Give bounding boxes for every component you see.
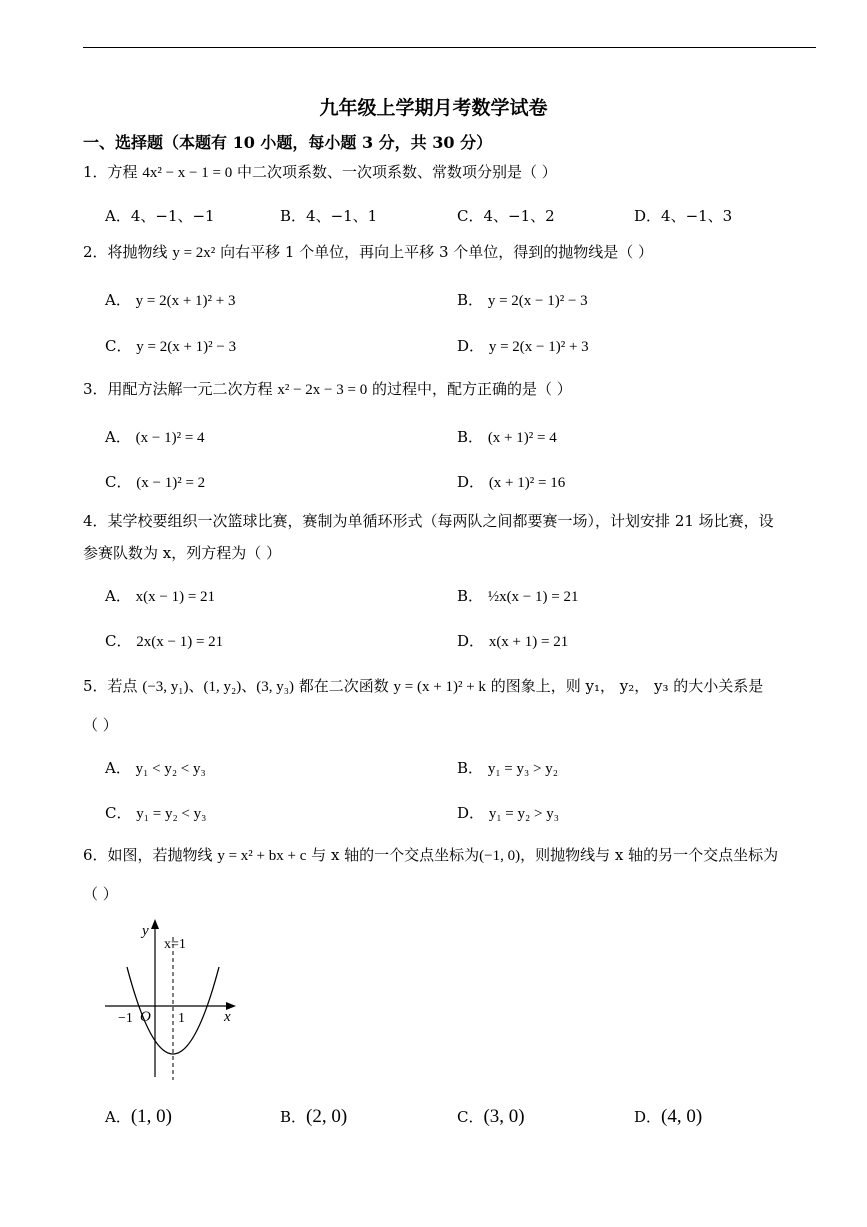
q2-label-c: C． xyxy=(105,337,132,355)
q3-label-c: C． xyxy=(105,473,132,491)
q2-option-c[interactable] xyxy=(105,335,236,356)
q3-label-a: A． xyxy=(105,428,131,446)
question-4 xyxy=(83,512,818,563)
q4-number: 4． xyxy=(83,512,108,530)
origin-label: O xyxy=(140,1009,151,1025)
q4-option-b[interactable] xyxy=(457,585,578,606)
q2-number: 2． xyxy=(83,243,108,261)
q5-points: (−3, y₁)、(1, y₂)、(3, y₃) xyxy=(142,679,294,695)
question-3 xyxy=(83,380,818,401)
q4-value-b: ½x(x − 1) = 21 xyxy=(487,589,579,605)
q1-option-d[interactable]: D．4、−1、3 xyxy=(634,207,733,225)
q3-post: 的过程中，配方正确的是（ ） xyxy=(372,380,572,398)
q5-line1-pre: 若点 xyxy=(107,677,138,695)
q1-pre: 方程 xyxy=(107,163,138,181)
q4-line1 xyxy=(83,512,818,532)
question-5 xyxy=(83,677,818,735)
tick-label-one: 1 xyxy=(178,1011,185,1026)
q6-label-a: A． xyxy=(105,1108,131,1126)
q2-value-b: y = 2(x − 1)² − 3 xyxy=(487,293,588,309)
q2-equation: y = 2x² xyxy=(172,245,216,261)
q6-line1 xyxy=(83,846,818,867)
q2-value-a: y = 2(x + 1)² + 3 xyxy=(135,293,236,309)
q6-label-c: C． xyxy=(457,1108,484,1126)
q6-pre: 如图，若抛物线 xyxy=(107,846,213,864)
q1-option-b[interactable]: B．4、−1、1 xyxy=(280,207,378,225)
y-axis-label: y xyxy=(142,923,149,939)
q3-value-b: (x + 1)² = 4 xyxy=(487,430,557,446)
q2-option-d[interactable] xyxy=(457,335,589,356)
q6-value-a: (1, 0) xyxy=(130,1106,172,1127)
q2-post: 向右平移 1 个单位，再向上平移 3 个单位，得到的抛物线是（ ） xyxy=(220,243,654,261)
q6-value-b: (2, 0) xyxy=(306,1106,348,1127)
q4-option-c[interactable] xyxy=(105,630,223,651)
page-title: 九年级上学期月考数学试卷 xyxy=(319,97,548,119)
q6-point: (−1, 0) xyxy=(479,848,521,864)
q3-number: 3． xyxy=(83,380,108,398)
q5-line1-mid: 都在二次函数 xyxy=(298,677,389,695)
q6-number: 6． xyxy=(83,846,108,864)
q6-mid: 与 x 轴的一个交点坐标为 xyxy=(311,846,480,864)
question-6 xyxy=(83,846,818,904)
q5-label-d: D． xyxy=(457,804,485,822)
q5-line1 xyxy=(83,677,818,698)
q5-option-a[interactable] xyxy=(105,757,206,778)
q2-label-a: A． xyxy=(105,291,131,309)
q5-value-a: y₁ < y₂ < y₃ xyxy=(135,761,206,777)
q2-option-b[interactable] xyxy=(457,289,588,310)
q5-value-d: y₁ = y₂ > y₃ xyxy=(488,806,559,822)
tick-label-neg-one: −1 xyxy=(118,1011,133,1026)
q4-label-b: B． xyxy=(457,587,484,605)
q5-value-b: y₁ = y₃ > y₂ xyxy=(487,761,558,777)
q6-equation: y = x² + bx + c xyxy=(217,848,307,864)
parabola-figure xyxy=(100,915,245,1085)
q4-label-c: C． xyxy=(105,632,132,650)
q5-option-d[interactable] xyxy=(457,802,559,823)
q3-option-a[interactable] xyxy=(105,426,205,447)
q6-label-b: B． xyxy=(280,1108,307,1126)
q6-option-a[interactable] xyxy=(105,1106,172,1128)
x-axis-label: x xyxy=(224,1009,231,1025)
q4-label-a: A． xyxy=(105,587,131,605)
q1-equation: 4x² − x − 1 = 0 xyxy=(142,165,233,181)
q6-post: ，则抛物线与 x 轴的另一个交点坐标为 xyxy=(520,846,779,864)
q5-label-a: A． xyxy=(105,759,131,777)
q1-option-c[interactable]: C．4、−1、2 xyxy=(457,207,555,225)
symmetry-axis-label: x=1 xyxy=(164,937,186,952)
q4-value-c: 2x(x − 1) = 21 xyxy=(136,634,224,650)
q6-value-d: (4, 0) xyxy=(661,1106,703,1127)
q3-label-d: D． xyxy=(457,473,485,491)
q1-option-a[interactable]: A．4、−1、−1 xyxy=(105,207,215,225)
q4-label-d: D． xyxy=(457,632,485,650)
question-1 xyxy=(83,163,818,184)
q3-value-c: (x − 1)² = 2 xyxy=(136,475,206,491)
q6-option-b[interactable] xyxy=(280,1106,347,1128)
q6-value-c: (3, 0) xyxy=(483,1106,525,1127)
q2-value-d: y = 2(x − 1)² + 3 xyxy=(488,339,589,355)
q2-pre: 将抛物线 xyxy=(107,243,168,261)
q3-option-b[interactable] xyxy=(457,426,557,447)
q4-value-d: x(x + 1) = 21 xyxy=(488,634,569,650)
q5-option-b[interactable] xyxy=(457,757,558,778)
q1-post: 中二次项系数、一次项系数、常数项分别是（ ） xyxy=(237,163,557,181)
q6-line2: （ ） xyxy=(83,884,118,903)
q4-option-a[interactable] xyxy=(105,585,215,606)
q4-line2: 参赛队数为 x，列方程为（ ） xyxy=(83,543,281,562)
q4-option-d[interactable] xyxy=(457,630,568,651)
q6-option-c[interactable] xyxy=(457,1106,525,1128)
q4-line1-text: 某学校要组织一次篮球比赛，赛制为单循环形式（每两队之间都要赛一场），计划安排 21 场比赛，设 xyxy=(107,512,774,530)
q5-label-b: B． xyxy=(457,759,484,777)
q3-value-a: (x − 1)² = 4 xyxy=(135,430,205,446)
q6-option-d[interactable] xyxy=(634,1106,702,1128)
q2-label-d: D． xyxy=(457,337,485,355)
q2-value-c: y = 2(x + 1)² − 3 xyxy=(136,339,237,355)
section-heading: 一、选择题（本题有 10 小题，每小题 3 分，共 30 分） xyxy=(83,133,493,152)
q3-value-d: (x + 1)² = 16 xyxy=(488,475,566,491)
q3-option-c[interactable] xyxy=(105,471,205,492)
q5-label-c: C． xyxy=(105,804,132,822)
q5-value-c: y₁ = y₂ < y₃ xyxy=(136,806,207,822)
q6-label-d: D． xyxy=(634,1108,662,1126)
q3-equation: x² − 2x − 3 = 0 xyxy=(277,382,368,398)
question-2 xyxy=(83,243,818,264)
q5-line2: （ ） xyxy=(83,715,118,734)
q2-label-b: B． xyxy=(457,291,484,309)
q3-pre: 用配方法解一元二次方程 xyxy=(107,380,273,398)
q5-function: y = (x + 1)² + k xyxy=(393,679,486,695)
q2-option-a[interactable] xyxy=(105,289,236,310)
q1-number: 1． xyxy=(83,163,108,181)
q5-number: 5． xyxy=(83,677,108,695)
q5-line1-post: 的图象上，则 y₁， y₂， y₃ 的大小关系是 xyxy=(490,677,764,695)
q5-option-c[interactable] xyxy=(105,802,206,823)
q3-label-b: B． xyxy=(457,428,484,446)
header-rule xyxy=(83,47,816,48)
q4-value-a: x(x − 1) = 21 xyxy=(135,589,216,605)
q3-option-d[interactable] xyxy=(457,471,565,492)
